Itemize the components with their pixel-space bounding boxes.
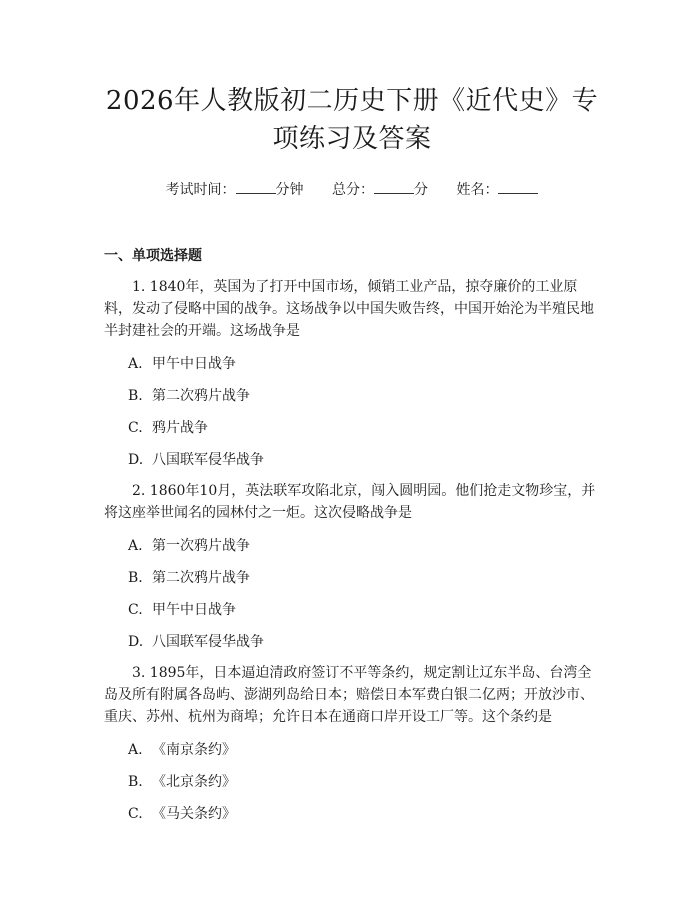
option-list — [104, 740, 600, 824]
question-text: 3. 1895年，日本逼迫清政府签订不平等条约，规定割让辽东半岛、台湾全岛及所有附属各岛屿、澎湖列岛给日本；赔偿日本军费白银二亿两；开放沙市、重庆、苏州、杭州为商埠；允许日本在通商口岸开设工厂等。这个条约是 — [104, 665, 594, 725]
student-name-blank — [498, 181, 538, 194]
option-item — [104, 450, 600, 470]
option-item — [104, 386, 600, 406]
option-text: 甲午中日战争 — [152, 356, 236, 372]
option-text: 八国联军侵华战争 — [152, 634, 264, 650]
option-text: 《马关条约》 — [152, 806, 236, 822]
option-text: 《南京条约》 — [152, 742, 236, 758]
option-letter: C. — [128, 806, 143, 822]
option-item — [104, 804, 600, 824]
total-score-blank — [374, 181, 414, 194]
section-heading: 一、单项选择题 — [104, 248, 202, 264]
question-1 — [104, 276, 600, 470]
total-score-label: 总分： — [332, 182, 374, 198]
option-item — [104, 536, 600, 556]
option-text: 第二次鸦片战争 — [152, 388, 250, 404]
option-item — [104, 772, 600, 792]
question-2 — [104, 480, 600, 652]
option-letter: B. — [128, 774, 143, 790]
option-text: 甲午中日战争 — [152, 602, 236, 618]
option-list — [104, 354, 600, 470]
total-score-field — [332, 182, 428, 198]
student-name-label: 姓名： — [456, 182, 499, 198]
option-letter: A. — [128, 356, 143, 372]
option-item — [104, 568, 600, 588]
option-item — [104, 740, 600, 760]
option-item — [104, 600, 600, 620]
option-letter: B. — [128, 570, 143, 586]
option-letter: A. — [128, 742, 143, 758]
option-item — [104, 632, 600, 652]
option-letter: C. — [128, 420, 143, 436]
option-letter: A. — [128, 538, 143, 554]
question-3 — [104, 662, 600, 824]
document-title: 2026年人教版初二历史下册《近代史》专项练习及答案 — [105, 86, 599, 154]
exam-time-label: 考试时间： — [165, 182, 236, 198]
option-text: 鸦片战争 — [152, 420, 208, 436]
option-text: 八国联军侵华战争 — [152, 452, 264, 468]
total-score-unit: 分 — [414, 182, 428, 198]
exam-time-unit: 分钟 — [275, 182, 304, 198]
option-item — [104, 354, 600, 374]
exam-time-blank — [236, 181, 276, 194]
option-letter: D. — [128, 452, 144, 468]
option-text: 《北京条约》 — [152, 774, 236, 790]
option-letter: C. — [128, 602, 143, 618]
exam-meta — [104, 180, 600, 200]
question-text: 1. 1840年，英国为了打开中国市场，倾销工业产品，掠夺廉价的工业原料，发动了侵略中国的战争。这场战争以中国失败告终，中国开始沦为半殖民地半封建社会的开端。这场战争是 — [104, 279, 594, 339]
option-letter: D. — [128, 634, 144, 650]
question-text: 2. 1860年10月，英法联军攻陷北京，闯入圆明园。他们抢走文物珍宝，并将这座举世闻名的园林付之一炬。这次侵略战争是 — [104, 483, 596, 521]
option-letter: B. — [128, 388, 143, 404]
option-text: 第二次鸦片战争 — [152, 570, 250, 586]
option-item — [104, 418, 600, 438]
option-list — [104, 536, 600, 652]
student-name-field — [456, 182, 538, 198]
option-text: 第一次鸦片战争 — [152, 538, 250, 554]
exam-time-field — [166, 182, 304, 198]
